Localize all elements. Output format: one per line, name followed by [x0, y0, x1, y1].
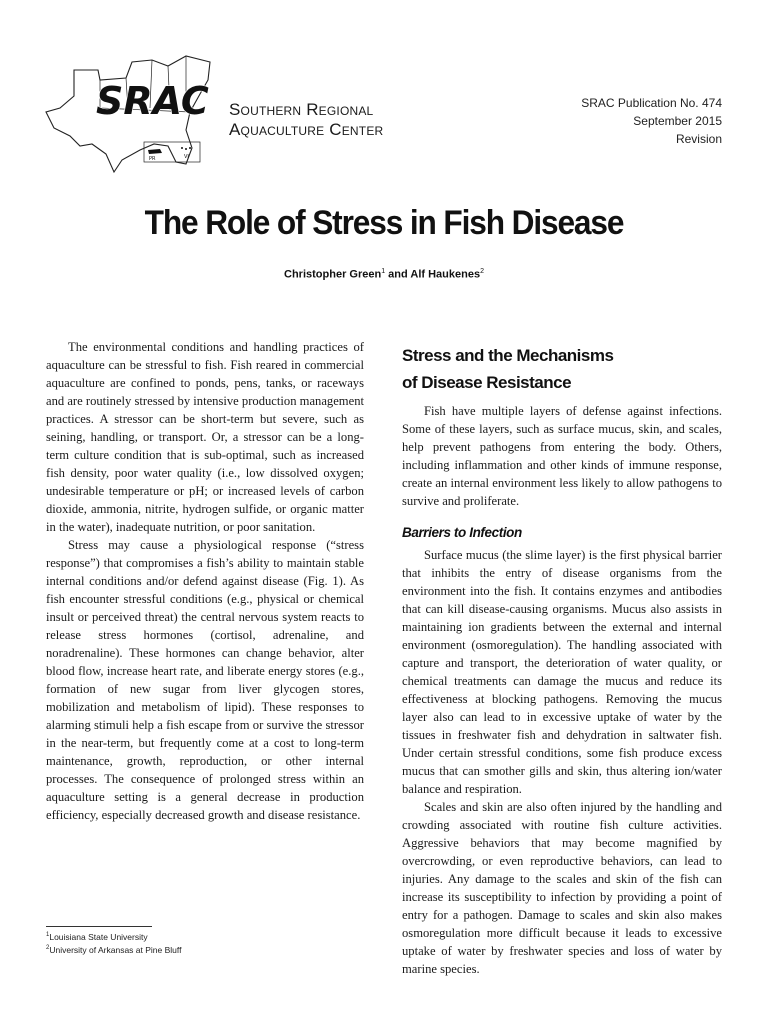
- footnote: [46, 930, 181, 943]
- paragraph: Fish have multiple layers of defense against infections. Some of these layers, such as surface mucus, skin, and scales, help prevent pathogens from entering the body. Others, including inflammation and other kinds of immune response, create an internal environment less likely to allow pathogens to survive and proliferate.: [402, 404, 722, 508]
- publication-status: Revision: [675, 132, 722, 146]
- subsection-heading: Barriers to Infection: [402, 525, 522, 540]
- paragraph: Stress may cause a physiological response (“stress response”) that compromises a fish’s ability to maintain stable internal conditions and/or defend against disease (Fig. 1). As fish encounter stressful conditions (e.g., physical or chemical insult or perceived threat) the central nervous system reacts to release stress hormones (cortisol, adrenaline, and noradrenaline). These hormones can change behavior, alter blood flow, increase heart rate, and liberate energy stores (e.g., formation of new sugar from liver glycogen stores, mobilization and metabolism of lipid). These responses to alarming stimuli help a fish escape from or survive the stressor in the near-term, but frequently come at a cost to long-term maintenance, growth, reproduction, or other internal processes. The consequence of prolonged stress within an aquaculture setting is a general decrease in production efficiency, especially decreased growth and disease resistance.: [46, 538, 364, 822]
- logo-text: SRAC: [96, 79, 209, 123]
- map-label-vi: VI: [184, 154, 189, 160]
- organization-name: [229, 100, 383, 140]
- publication-number: SRAC Publication No. 474: [581, 96, 722, 110]
- section-heading: [402, 342, 722, 396]
- document-title: The Role of Stress in Fish Disease: [144, 204, 624, 242]
- map-label-pr: PR: [149, 156, 156, 162]
- footnote-text: Louisiana State University: [49, 931, 148, 942]
- footnote-marker: 2: [46, 944, 50, 951]
- paragraph: Surface mucus (the slime layer) is the first physical barrier that inhibits the entry of disease organisms from the environment into the fish. It contains enzymes and antibodies that can kill disease-causing organisms. Mucus also assists in maintaining ion gradients between the external and internal environment (osmoregulation). The handling associated with capture and transport, the deterioration of water quality, or chemical treatments can damage the mucus and reduce its effectiveness at blocking pathogens. Removing the mucus layer also can lead to in excessive uptake of water by the tissues in freshwater fish and dehydration in saltwater fish. Under certain stressful conditions, some fish produce excess mucus that can smother gills and skin, thus altering ion/water balance and respiration.: [402, 548, 722, 796]
- authors-line: [0, 268, 768, 281]
- left-column: [46, 338, 364, 824]
- puerto-rico-shape: [148, 149, 162, 154]
- author-2-affiliation: 2: [480, 268, 484, 275]
- footnote: [46, 943, 181, 956]
- footnote-divider: [46, 926, 152, 927]
- authors-joiner: and: [385, 268, 411, 281]
- publication-date: September 2015: [633, 114, 722, 128]
- org-line-2: Aquaculture Center: [229, 120, 384, 139]
- right-column: [402, 342, 722, 978]
- footnotes: [46, 930, 181, 956]
- author-1-affiliation: 1: [381, 268, 386, 275]
- section-heading-line-1: Stress and the Mechanisms: [402, 346, 614, 365]
- section-heading-line-2: of Disease Resistance: [402, 373, 572, 392]
- footnote-marker: 1: [46, 932, 50, 938]
- author-1: Christopher Green: [284, 268, 382, 281]
- publication-info: [581, 94, 722, 148]
- author-2: Alf Haukenes: [410, 268, 481, 281]
- org-line-1: Southern Regional: [229, 100, 374, 119]
- srac-logo: [40, 50, 220, 180]
- paragraph: The environmental conditions and handling practices of aquaculture can be stressful to fish. Fish reared in commercial aquaculture are confined to ponds, pens, tanks, or raceways and are routinely stressed by intensive production management practices. A stressor can be short-term but severe, such as seining, handling, or transport. Or, a stressor can be a long-term culture condition that is sub-optimal, such as increased fish density, poor water quality (i.e., low dissolved oxygen; undesirable temperature or pH; or increased levels of carbon dioxide, ammonia, nitrite, hydrogen sulfide, or organic matter in the water), inadequate nutrition, or poor sanitation.: [46, 340, 364, 534]
- paragraph: Scales and skin are also often injured by the handling and crowding associated with routine fish culture activities. Aggressive behaviors that may become magnified by overcrowding, or even reproductive behaviors, can lead to injuries. Any damage to the scales and skin of the fish can increase its susceptibility to infection by providing a point of entry for a pathogen. Damage to scales and skin also makes osmoregulation more difficult because it leads to excessive uptake of water by freshwater species and loss of water by marine species.: [402, 800, 722, 976]
- footnote-text: University of Arkansas at Pine Bluff: [49, 944, 182, 955]
